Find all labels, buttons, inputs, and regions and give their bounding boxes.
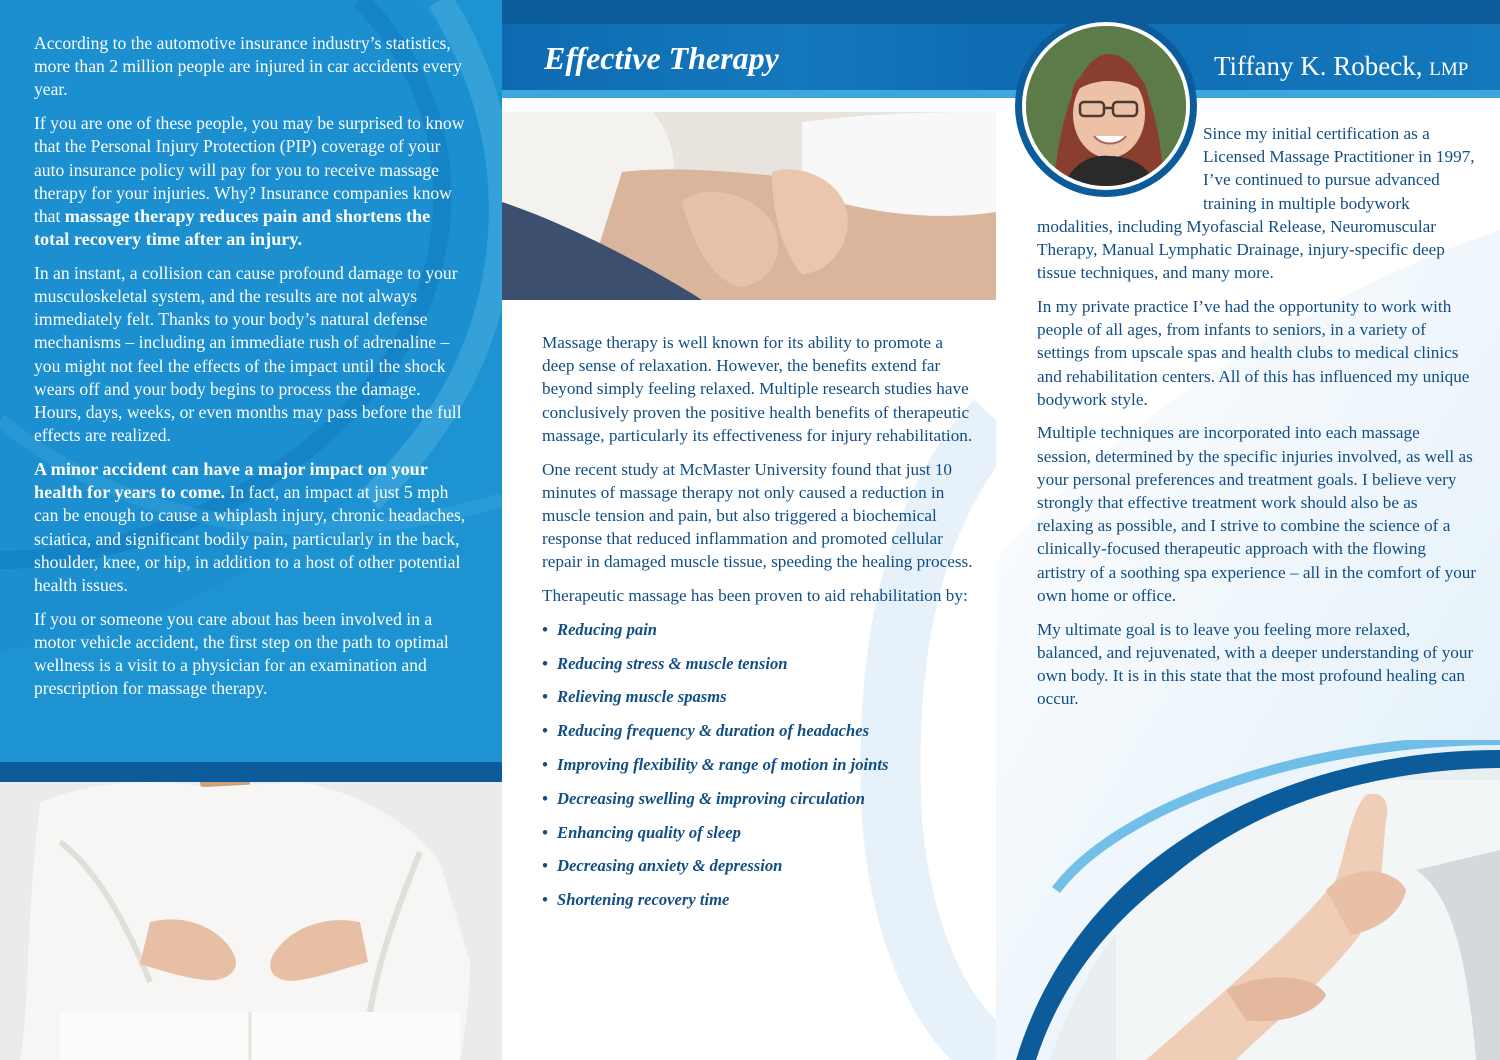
bullet-icon: • [542, 788, 548, 808]
middle-accent-band [502, 90, 996, 98]
left-paragraph-4-text: In fact, an impact at just 5 mph can be enough to cause a whiplash injury, chronic headaches, sciatica, and significant bodily pain, particularly in the back, shoulder, knee, or hip, in addition to a host of other potential health issues. [34, 482, 466, 595]
bullet-icon: • [542, 619, 548, 639]
benefit-label: Reducing frequency & duration of headaches [557, 721, 870, 741]
left-paragraph-4 [34, 458, 470, 597]
middle-paragraph-3: Therapeutic massage has been proven to aid rehabilitation by: [542, 586, 968, 606]
benefit-label: Reducing stress & muscle tension [557, 653, 788, 673]
benefit-label: Improving flexibility & range of motion in joints [557, 754, 889, 774]
left-divider-band [0, 762, 502, 782]
foot-massage-photo [996, 740, 1500, 1060]
benefit-item [542, 854, 978, 888]
bullet-icon: • [542, 856, 548, 876]
benefit-item [542, 719, 978, 753]
left-paragraph-4-emphasis: A minor accident can have a major impact on your health for years to come. [34, 458, 428, 503]
right-paragraph-2: In my private practice I’ve had the opportunity to work with people of all ages, from infants to seniors, in a variety of settings from upscale spas and health clubs to medical clinics and rehabilitation centers. All of this has influenced my unique bodywork style. [1037, 296, 1470, 409]
practitioner-name [1214, 50, 1468, 86]
massage-hands-illustration [502, 112, 996, 300]
benefit-label: Decreasing anxiety & depression [557, 856, 783, 876]
left-paragraph-2-text: If you are one of these people, you may be surprised to know that the Personal Injury Protection (PIP) coverage of your auto insurance policy will pay for you to receive massage therapy for your injuries. Why? Insurance companies know that [34, 113, 465, 226]
bullet-icon: • [542, 653, 548, 673]
portrait-wrap-spacer [1037, 122, 1203, 214]
practitioner-name-text: Tiffany K. Robeck, [1214, 51, 1430, 81]
benefit-label: Decreasing swelling & improving circulation [557, 788, 865, 808]
right-panel [996, 0, 1500, 1060]
right-paragraph-4: My ultimate goal is to leave you feeling more relaxed, balanced, and rejuvenated, with a deeper understanding of your own body. It is in this state that the most profound healing can occur. [1037, 619, 1474, 709]
practitioner-credential: LMP [1429, 59, 1469, 80]
benefit-item [542, 618, 978, 652]
benefit-item [542, 753, 978, 787]
middle-body-text [542, 331, 978, 922]
left-paragraph-3: In an instant, a collision can cause profound damage to your musculoskeletal system, and the results are not always immediately felt. Thanks to your body’s natural defense mechanisms – including an immediate rush of adrenaline – you might not feel the effects of the impact until the shock wears off and your body begins to process the damage. Hours, days, weeks, or even months may pass before the full effects are realized. [34, 262, 462, 446]
middle-top-band [502, 0, 996, 24]
middle-panel [502, 0, 996, 1060]
benefit-label: Reducing pain [557, 619, 658, 639]
benefit-item [542, 685, 978, 719]
left-paragraph-1: According to the automotive insurance industry’s statistics, more than 2 million people are injured in car accidents every year. [34, 33, 462, 100]
middle-paragraph-1: Massage therapy is well known for its ability to promote a deep sense of relaxation. However, the benefits extend far beyond simply feeling relaxed. Multiple research studies have conclusively proven the positive health benefits of therapeutic massage, particularly its effectiveness for injury rehabilitation. [542, 333, 973, 445]
massage-hands-photo [502, 112, 996, 300]
benefit-label: Relieving muscle spasms [557, 687, 727, 707]
left-paragraph-5: If you or someone you care about has been involved in a motor vehicle accident, the first step on the path to optimal wellness is a visit to a physician for an examination and prescription for massage therapy. [34, 608, 449, 699]
left-body-text [34, 32, 470, 711]
middle-title-band [502, 24, 996, 90]
middle-paragraph-2: One recent study at McMaster University found that just 10 minutes of massage therapy not only caused a reduction in muscle tension and pain, but also triggered a biochemical response that reduced inflammation and promoted cellular repair in damaged muscle tissue, speeding the healing process. [542, 459, 973, 572]
bullet-icon: • [542, 754, 548, 774]
right-body-text [1037, 122, 1477, 721]
panel-title: Effective Therapy [544, 40, 779, 76]
benefit-item [542, 652, 978, 686]
left-paragraph-2-emphasis: massage therapy reduces pain and shortens the total recovery time after an injury. [34, 205, 431, 250]
benefit-item [542, 787, 978, 821]
benefit-label: Enhancing quality of sleep [557, 822, 741, 842]
back-pain-photo [0, 782, 502, 1060]
bullet-icon: • [542, 687, 548, 707]
benefit-item [542, 821, 978, 855]
bullet-icon: • [542, 890, 548, 910]
left-paragraph-2 [34, 112, 470, 251]
benefit-list [542, 618, 978, 922]
back-pain-illustration [0, 782, 502, 1060]
right-paragraph-1: Since my initial certification as a Licensed Massage Practitioner in 1997, I’ve continued to pursue advanced training in multiple bodywork modalities, including Myofascial Release, Neuromuscular Therapy, Manual Lymphatic Drainage, injury-specific deep tissue techniques, and many more. [1037, 124, 1475, 283]
bullet-icon: • [542, 822, 548, 842]
right-paragraph-3: Multiple techniques are incorporated into each massage session, determined by the specific injuries involved, as well as your personal preferences and treatment goals. I believe very strongly that effective treatment work should also be as relaxing as possible, and I strive to combine the science of a clinically-focused therapeutic approach with the flowing artistry of a soothing spa experience – all in the comfort of your own home or office. [1037, 423, 1477, 605]
benefit-label: Shortening recovery time [557, 890, 730, 910]
benefit-item [542, 888, 978, 922]
left-panel [0, 0, 502, 1060]
bullet-icon: • [542, 721, 548, 741]
